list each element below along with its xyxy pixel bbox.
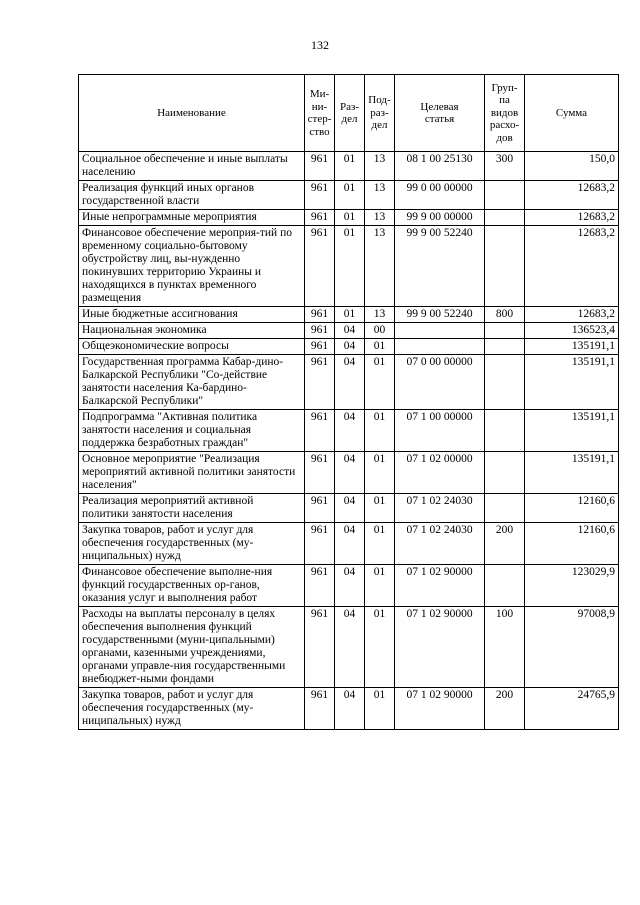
cell-target: 07 1 00 00000 (395, 410, 485, 452)
cell-target: 99 9 00 00000 (395, 210, 485, 226)
budget-table (78, 74, 619, 730)
cell-sum: 12160,6 (525, 523, 619, 565)
cell-sum: 12683,2 (525, 181, 619, 210)
cell-name: Социальное обеспечение и иные выплаты населению (79, 152, 305, 181)
table-row (79, 565, 619, 607)
cell-ministry: 961 (305, 523, 335, 565)
cell-name: Государственная программа Кабар-дино-Балкарской Республики "Со-действие занятости населения Ка-бардино-Балкарской Республики" (79, 355, 305, 410)
cell-ministry: 961 (305, 210, 335, 226)
header-name: Наименование (79, 75, 305, 152)
cell-group: 200 (485, 523, 525, 565)
table-row (79, 152, 619, 181)
cell-sum: 24765,9 (525, 688, 619, 730)
cell-subsection: 01 (365, 688, 395, 730)
cell-subsection: 00 (365, 323, 395, 339)
cell-name: Национальная экономика (79, 323, 305, 339)
cell-subsection: 13 (365, 152, 395, 181)
cell-subsection: 13 (365, 307, 395, 323)
cell-group: 800 (485, 307, 525, 323)
cell-section: 04 (335, 688, 365, 730)
cell-target: 08 1 00 25130 (395, 152, 485, 181)
cell-target (395, 323, 485, 339)
cell-sum: 97008,9 (525, 607, 619, 688)
cell-name: Реализация функций иных органов государственной власти (79, 181, 305, 210)
cell-name: Иные непрограммные мероприятия (79, 210, 305, 226)
cell-name: Закупка товаров, работ и услуг для обеспечения государственных (му-ниципальных) нужд (79, 523, 305, 565)
cell-section: 01 (335, 181, 365, 210)
cell-section: 04 (335, 452, 365, 494)
cell-sum: 135191,1 (525, 339, 619, 355)
cell-ministry: 961 (305, 607, 335, 688)
table-row (79, 410, 619, 452)
cell-ministry: 961 (305, 226, 335, 307)
cell-target: 07 1 02 90000 (395, 688, 485, 730)
cell-group (485, 355, 525, 410)
cell-section: 04 (335, 323, 365, 339)
cell-target: 99 9 00 52240 (395, 226, 485, 307)
header-section: Раз- дел (335, 75, 365, 152)
cell-target: 07 1 02 90000 (395, 565, 485, 607)
cell-target: 07 1 02 24030 (395, 523, 485, 565)
table-row (79, 339, 619, 355)
cell-sum: 150,0 (525, 152, 619, 181)
cell-subsection: 13 (365, 210, 395, 226)
cell-ministry: 961 (305, 494, 335, 523)
page-number: 132 (311, 38, 329, 52)
cell-target: 07 1 02 24030 (395, 494, 485, 523)
table-body (79, 152, 619, 730)
table-row (79, 688, 619, 730)
cell-ministry: 961 (305, 565, 335, 607)
cell-ministry: 961 (305, 339, 335, 355)
cell-subsection: 01 (365, 607, 395, 688)
table-row (79, 181, 619, 210)
table-header-row (79, 75, 619, 152)
cell-subsection: 13 (365, 226, 395, 307)
cell-target: 07 1 02 90000 (395, 607, 485, 688)
table-row (79, 307, 619, 323)
cell-name: Реализация мероприятий активной политики занятости населения (79, 494, 305, 523)
cell-section: 01 (335, 152, 365, 181)
cell-name: Финансовое обеспечение выполне-ния функций государственных ор-ганов, оказания услуг и выполнения работ (79, 565, 305, 607)
cell-subsection: 01 (365, 494, 395, 523)
cell-ministry: 961 (305, 355, 335, 410)
cell-target: 07 1 02 00000 (395, 452, 485, 494)
cell-section: 01 (335, 226, 365, 307)
cell-group (485, 226, 525, 307)
cell-sum: 12160,6 (525, 494, 619, 523)
header-sum: Сумма (525, 75, 619, 152)
cell-group: 300 (485, 152, 525, 181)
cell-ministry: 961 (305, 307, 335, 323)
cell-section: 04 (335, 410, 365, 452)
cell-section: 04 (335, 355, 365, 410)
cell-sum: 135191,1 (525, 355, 619, 410)
cell-group (485, 410, 525, 452)
cell-group (485, 494, 525, 523)
cell-name: Расходы на выплаты персоналу в целях обеспечения выполнения функций государственными (муни-ципальными) органами, казенными учреждениями, органами управле-ния государственными внебюджет-ными фондами (79, 607, 305, 688)
cell-subsection: 01 (365, 523, 395, 565)
cell-ministry: 961 (305, 323, 335, 339)
header-subsection: Под- раз- дел (365, 75, 395, 152)
cell-target: 07 0 00 00000 (395, 355, 485, 410)
cell-ministry: 961 (305, 688, 335, 730)
cell-ministry: 961 (305, 410, 335, 452)
cell-subsection: 01 (365, 339, 395, 355)
cell-sum: 12683,2 (525, 210, 619, 226)
cell-subsection: 01 (365, 565, 395, 607)
cell-ministry: 961 (305, 152, 335, 181)
cell-target: 99 0 00 00000 (395, 181, 485, 210)
cell-section: 04 (335, 494, 365, 523)
table-row (79, 523, 619, 565)
table-row (79, 210, 619, 226)
table-row (79, 607, 619, 688)
cell-subsection: 01 (365, 410, 395, 452)
cell-subsection: 01 (365, 355, 395, 410)
cell-section: 04 (335, 339, 365, 355)
cell-subsection: 13 (365, 181, 395, 210)
cell-group (485, 565, 525, 607)
cell-name: Общеэкономические вопросы (79, 339, 305, 355)
header-ministry: Ми- ни- стер- ство (305, 75, 335, 152)
cell-ministry: 961 (305, 181, 335, 210)
cell-name: Основное мероприятие "Реализация мероприятий активной политики занятости населения" (79, 452, 305, 494)
cell-name: Финансовое обеспечение мероприя-тий по временному социально-бытовому обустройству лиц, вы-нужденно покинувших территорию Украины и находящихся в пунктах временного размещения (79, 226, 305, 307)
cell-subsection: 01 (365, 452, 395, 494)
cell-ministry: 961 (305, 452, 335, 494)
cell-group (485, 452, 525, 494)
cell-name: Подпрограмма "Активная политика занятости населения и социальная поддержка безработных граждан" (79, 410, 305, 452)
table-row (79, 452, 619, 494)
cell-name: Закупка товаров, работ и услуг для обеспечения государственных (му-ниципальных) нужд (79, 688, 305, 730)
cell-group (485, 181, 525, 210)
table-row (79, 355, 619, 410)
header-target: Целевая статья (395, 75, 485, 152)
cell-name: Иные бюджетные ассигнования (79, 307, 305, 323)
cell-sum: 12683,2 (525, 307, 619, 323)
cell-sum: 123029,9 (525, 565, 619, 607)
table-row (79, 226, 619, 307)
cell-section: 01 (335, 307, 365, 323)
cell-sum: 136523,4 (525, 323, 619, 339)
table-row (79, 323, 619, 339)
cell-group: 100 (485, 607, 525, 688)
cell-section: 04 (335, 523, 365, 565)
cell-sum: 135191,1 (525, 410, 619, 452)
cell-target (395, 339, 485, 355)
cell-sum: 135191,1 (525, 452, 619, 494)
cell-group (485, 323, 525, 339)
cell-section: 04 (335, 565, 365, 607)
cell-target: 99 9 00 52240 (395, 307, 485, 323)
cell-section: 04 (335, 607, 365, 688)
cell-group (485, 210, 525, 226)
cell-group (485, 339, 525, 355)
header-group: Груп- па видов расхо- дов (485, 75, 525, 152)
cell-group: 200 (485, 688, 525, 730)
table-row (79, 494, 619, 523)
cell-sum: 12683,2 (525, 226, 619, 307)
cell-section: 01 (335, 210, 365, 226)
